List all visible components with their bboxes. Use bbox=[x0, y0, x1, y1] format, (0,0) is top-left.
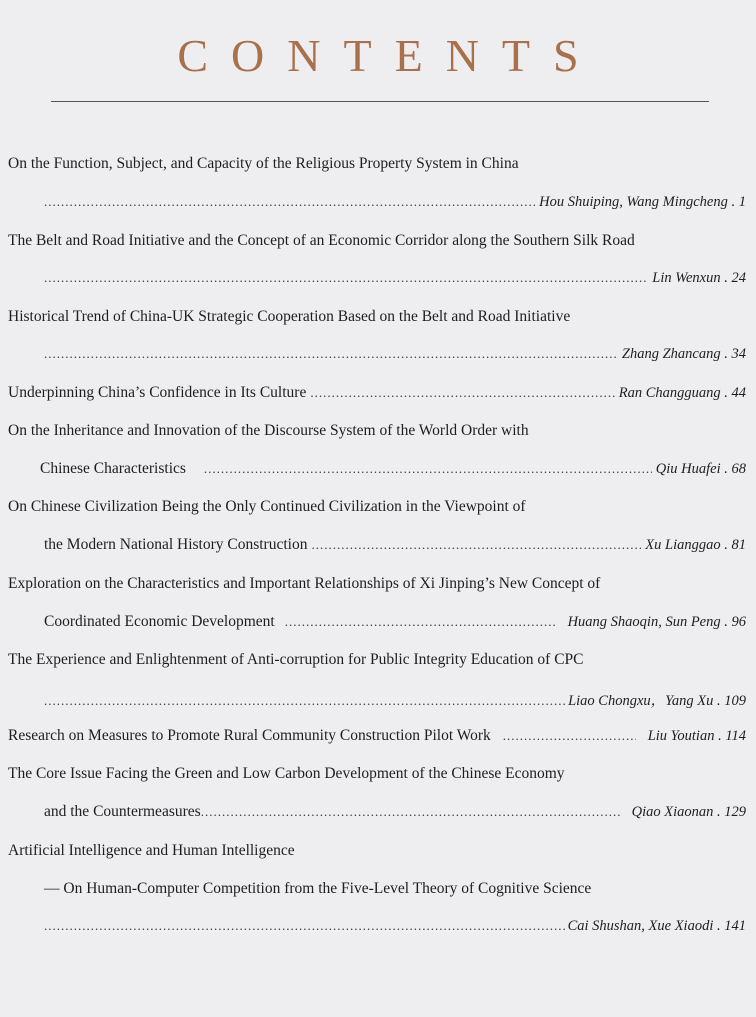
toc-entry-title[interactable]: Historical Trend of China-UK Strategic Cooperation Based on the Belt and Road Initiative bbox=[8, 308, 571, 325]
page-title: CONTENTS bbox=[177, 30, 602, 81]
dot-leader bbox=[44, 918, 567, 934]
toc-entry-title[interactable]: The Core Issue Facing the Green and Low Carbon Development of the Chinese Economy bbox=[8, 765, 565, 782]
toc-entry-author: Liao Chongxu，Yang Xu . 109 bbox=[568, 693, 746, 709]
dot-leader bbox=[204, 461, 652, 477]
toc-entry-title[interactable]: On Chinese Civilization Being the Only Continued Civilization in the Viewpoint of bbox=[8, 498, 526, 515]
toc-entry-subtitle[interactable]: — On Human-Computer Competition from the Five-Level Theory of Cognitive Science bbox=[44, 880, 592, 897]
toc-entry-title[interactable]: Exploration on the Characteristics and Important Relationships of Xi Jinping’s New Concept of bbox=[8, 575, 601, 592]
toc-entry-title[interactable]: Research on Measures to Promote Rural Community Construction Pilot Work ..... Liu Youtian . 114 bbox=[8, 727, 746, 757]
dot-leader bbox=[201, 804, 620, 820]
toc-entry-leader[interactable] bbox=[44, 918, 746, 948]
toc-entry-author: Hou Shuiping, Wang Mingcheng . 1 bbox=[539, 194, 746, 210]
toc-entry-author: Zhang Zhancang . 34 bbox=[621, 346, 746, 362]
dot-leader bbox=[44, 194, 535, 210]
toc-entry-title[interactable]: The Experience and Enlightenment of Anti-corruption for Public Integrity Education of CPC bbox=[8, 651, 584, 668]
toc-entry-author: Cai Shushan, Xue Xiaodi . 141 bbox=[567, 918, 746, 934]
toc-entry-author: Xu Lianggao . 81 bbox=[645, 537, 746, 553]
dot-leader bbox=[44, 346, 618, 362]
toc-entry-author: Qiao Xiaonan . 129 bbox=[631, 804, 746, 820]
dot-leader bbox=[285, 614, 556, 630]
toc-entry-title[interactable]: On the Inheritance and Innovation of the Discourse System of the World Order with bbox=[8, 422, 529, 439]
toc-entry-title[interactable]: On the Function, Subject, and Capacity of the Religious Property System in China bbox=[8, 155, 519, 172]
dot-leader bbox=[311, 537, 641, 553]
toc-entry-leader[interactable] bbox=[44, 194, 746, 224]
toc-entry-leader[interactable]: and the Countermeasures ..... Qiao Xiaonan . 129 bbox=[44, 803, 746, 833]
toc-entry-title[interactable]: Underpinning China’s Confidence in Its Culture ..... Ran Changguang . 44 bbox=[8, 384, 746, 414]
dot-leader bbox=[310, 385, 614, 401]
dot-leader bbox=[503, 728, 636, 744]
toc-entry-author: Qiu Huafei . 68 bbox=[655, 461, 746, 477]
toc-entry-title[interactable]: The Belt and Road Initiative and the Concept of an Economic Corridor along the Southern Silk Road bbox=[8, 232, 635, 249]
toc-entry-leader[interactable] bbox=[44, 270, 746, 300]
toc-entry-author: Ran Changguang . 44 bbox=[618, 385, 746, 401]
toc-entry-leader[interactable] bbox=[44, 689, 746, 719]
dot-leader bbox=[44, 693, 567, 709]
toc-entry-author: Lin Wenxun . 24 bbox=[652, 270, 746, 286]
toc-entry-leader[interactable]: Chinese Characteristics ..... Qiu Huafei . 68 bbox=[40, 460, 746, 490]
toc-entry-leader[interactable] bbox=[44, 346, 746, 376]
toc-entry-author: Huang Shaoqin, Sun Peng . 96 bbox=[567, 614, 746, 630]
toc-entry-leader[interactable]: Coordinated Economic Development ..... Huang Shaoqin, Sun Peng . 96 bbox=[44, 613, 746, 643]
toc-entry-title[interactable]: Artificial Intelligence and Human Intelligence bbox=[8, 842, 295, 859]
toc-entry-author: Liu Youtian . 114 bbox=[647, 728, 746, 744]
toc-entry-leader[interactable]: the Modern National History Construction ..... Xu Lianggao . 81 bbox=[44, 536, 746, 566]
dot-leader bbox=[44, 270, 648, 286]
